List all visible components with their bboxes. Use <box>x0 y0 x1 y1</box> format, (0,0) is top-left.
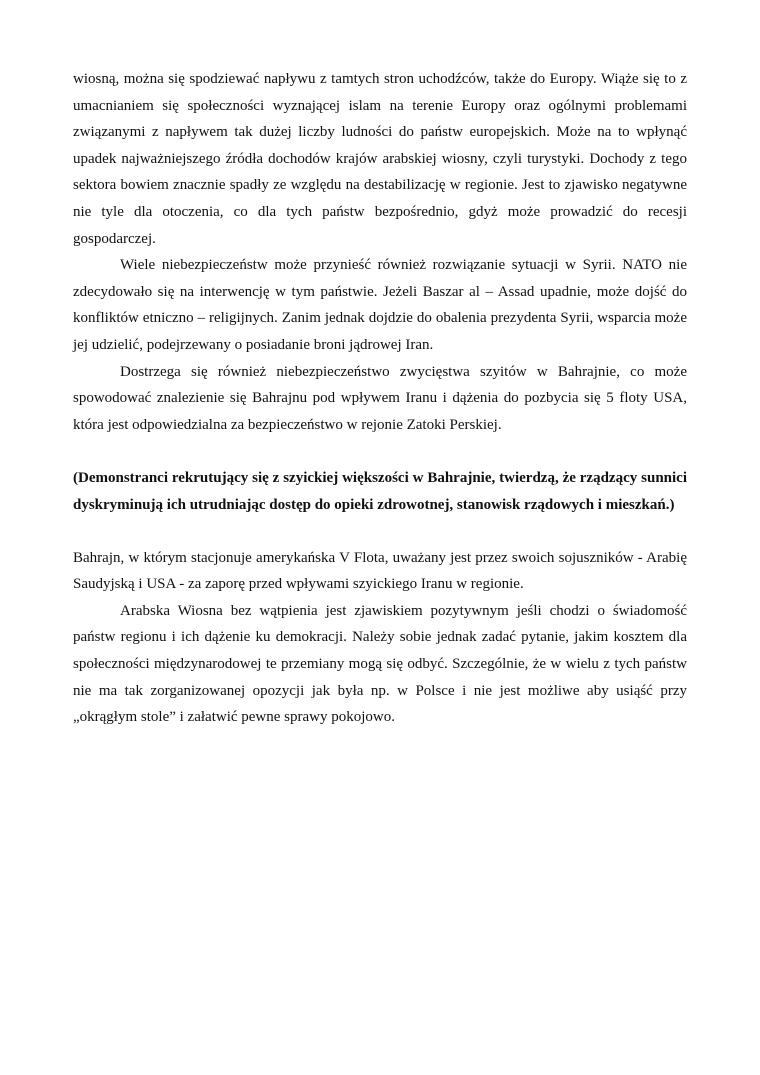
spacer <box>73 518 687 545</box>
paragraph-bahrain-risk: Dostrzega się również niebezpieczeństwo zwycięstwa szyitów w Bahrajnie, co może spowodować znalezienie się Bahrajnu pod wpływem Iranu i dążenia do pozbycia się 5 floty USA, która jest odpowiedzialna za bezpieczeństwo w rejonie Zatoki Perskiej. <box>73 363 687 433</box>
paragraph-conclusion: Arabska Wiosna bez wątpienia jest zjawiskiem pozytywnym jeśli chodzi o świadomość państw regionu i ich dążenie ku demokracji. Należy sobie jednak zadać pytanie, jakim kosztem dla społeczności międzynarodowej te przemiany mogą się odbyć. Szczególnie, że w wielu z tych państw nie ma tak zorganizowanej opozycji jak była np. w Polsce i nie jest możliwe aby usiąść przy „okrągłym stole” i załatwić pewne sprawy pokojowo. <box>73 602 687 726</box>
paragraph-refugees: wiosną, można się spodziewać napływu z tamtych stron uchodźców, także do Europy. Wiąże się to z umacnianiem się społeczności wyznającej islam na terenie Europy oraz ogólnymi problemami związanymi z napływem tak dużej liczby ludności do państw europejskich. Może na to wpłynąć upadek najważniejszego źródła dochodów krajów arabskiej wiosny, czyli turystyki. Dochody z tego sektora bowiem znacznie spadły ze względu na destabilizację w regionie. Jest to zjawisko negatywne nie tyle dla otoczenia, co dla tych państw bezpośrednio, gdyż może prowadzić do recesji gospodarczej. <box>73 71 687 247</box>
document-page <box>73 66 687 731</box>
paragraph-syria: Wiele niebezpieczeństw może przynieść również rozwiązanie sytuacji w Syrii. NATO nie zdecydowało się na interwencję w tym państwie. Jeżeli Baszar al – Assad upadnie, może dojść do konfliktów etniczno – religijnych. Zanim jednak dojdzie do obalenia prezydenta Syrii, wsparcia może jej udzielić, podejrzewany o posiadanie broni jądrowej Iran. <box>73 257 687 353</box>
paragraph-bahrain-fleet: Bahrajn, w którym stacjonuje amerykańska V Flota, uważany jest przez swoich sojuszników - Arabię Saudyjską i USA - za zaporę przed wpływami szyickiego Iranu w regionie. <box>73 549 687 593</box>
paragraph-bold-note: (Demonstranci rekrutujący się z szyickiej większości w Bahrajnie, twierdzą, że rządzący sunnici dyskryminują ich utrudniając dostęp do opieki zdrowotnej, stanowisk rządowych i mieszkań.) <box>73 469 687 513</box>
spacer <box>73 438 687 465</box>
